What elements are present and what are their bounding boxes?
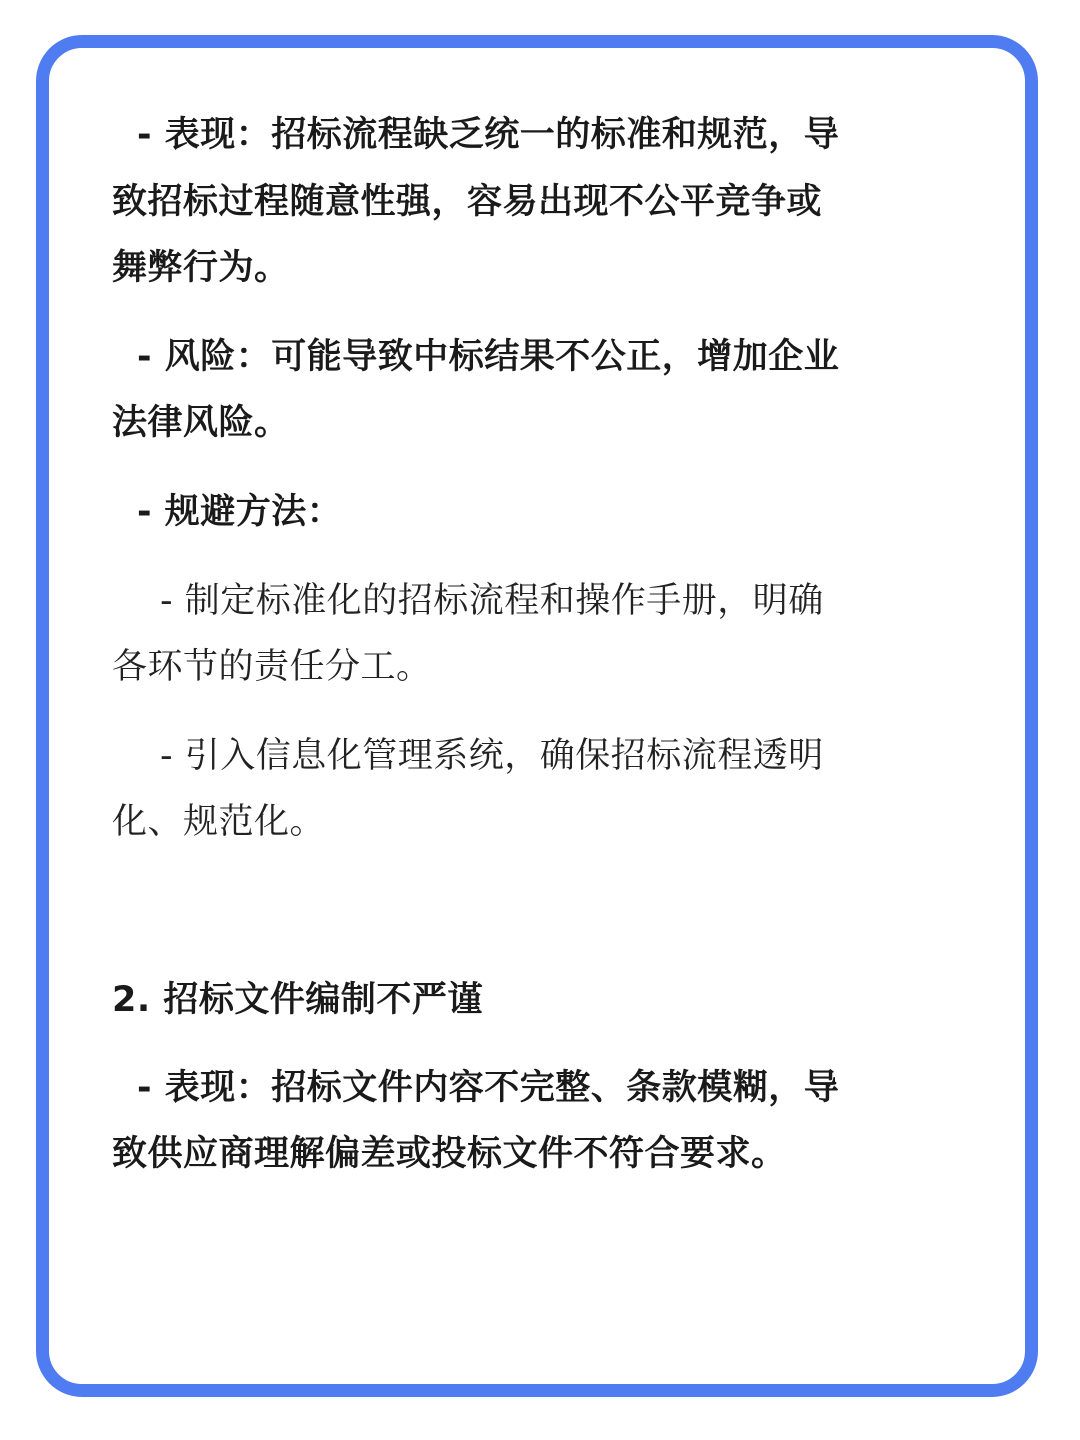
avoid-method-heading: - 规避方法：	[137, 492, 343, 532]
content-card	[36, 35, 1038, 1397]
section-2-title: 2. 招标文件编制不严谨	[112, 980, 483, 1020]
avoid-item-1-line-2: 各环节的责任分工。	[112, 647, 432, 687]
avoid-item-2-line-1: - 引入信息化管理系统，确保招标流程透明	[160, 736, 824, 776]
performance-line-1: - 表现：招标流程缺乏统一的标准和规范，导	[137, 115, 840, 155]
avoid-item-1-line-1: - 制定标准化的招标流程和操作手册，明确	[160, 581, 824, 621]
avoid-item-2-line-2: 化、规范化。	[112, 802, 326, 842]
risk-line-2: 法律风险。	[112, 403, 290, 443]
section-2-performance-line-2: 致供应商理解偏差或投标文件不符合要求。	[112, 1134, 787, 1174]
risk-line-1: - 风险：可能导致中标结果不公正，增加企业	[137, 337, 840, 377]
performance-line-3: 舞弊行为。	[112, 248, 290, 288]
section-2-performance-line-1: - 表现：招标文件内容不完整、条款模糊，导	[137, 1068, 840, 1108]
performance-line-2: 致招标过程随意性强，容易出现不公平竞争或	[112, 182, 823, 222]
